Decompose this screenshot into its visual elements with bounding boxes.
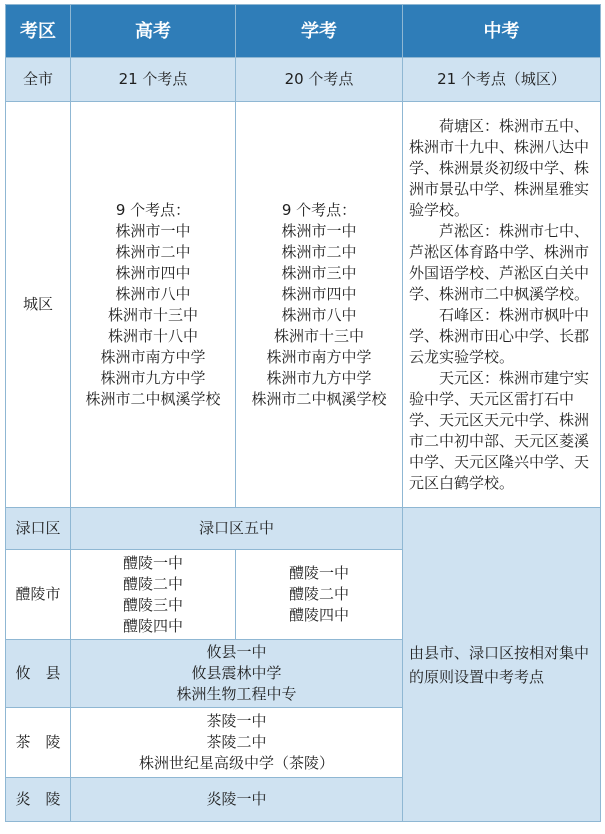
youxian-sites: [71, 640, 403, 708]
district-hetang: 荷塘区：株洲市五中、株洲市十九中、株洲八达中学、株洲景炎初级中学、株洲市景弘中学、株洲星雅实验学校。: [409, 116, 590, 219]
urban-gaokao: [71, 102, 236, 508]
yanling-site: 炎陵一中: [71, 778, 403, 822]
district-lusong: 芦淞区：株洲市七中、芦淞区体育路中学、株洲市外国语学校、芦淞区白关中学、株洲市二中枫溪学校。: [409, 221, 590, 303]
list-item: 株洲市九方中学: [266, 368, 372, 387]
row-urban: [6, 102, 601, 508]
row-label-yanling: 炎 陵: [6, 778, 71, 822]
header-area: 考区: [6, 5, 71, 58]
list-item: 株洲市四中: [281, 284, 357, 303]
row-label-youxian: 攸 县: [6, 640, 71, 708]
list-item: 株洲市十八中: [107, 326, 198, 345]
header-xuekao: 学考: [236, 5, 403, 58]
list-item: 株洲世纪星高级中学（茶陵）: [138, 754, 334, 772]
list-item: 醴陵四中: [122, 616, 183, 635]
list-item: 株洲市南方中学: [100, 347, 206, 366]
row-label-lukou: 渌口区: [6, 508, 71, 550]
city-gaokao: 21 个考点: [71, 58, 236, 102]
list-item: 醴陵二中: [122, 574, 183, 593]
list-item: 醴陵二中: [288, 585, 349, 603]
list-item: 株洲市八中: [281, 305, 357, 324]
lukou-site: 渌口区五中: [71, 508, 403, 550]
list-item: 株洲市二中: [115, 242, 191, 261]
header-row: [6, 5, 601, 58]
list-item: 株洲市二中枫溪学校: [251, 389, 387, 408]
list-item: 醴陵三中: [122, 595, 183, 614]
row-label-urban: 城区: [6, 102, 71, 508]
list-item: 株洲生物工程中专: [176, 685, 297, 703]
list-item: 株洲市九方中学: [100, 368, 206, 387]
row-label-chaling: 茶 陵: [6, 708, 71, 778]
urban-xuekao-title: 9 个考点：: [281, 200, 357, 219]
list-item: 株洲市南方中学: [266, 347, 372, 366]
header-zhongkao: 中考: [403, 5, 601, 58]
district-shifeng: 石峰区：株洲市枫叶中学、株洲市田心中学、长郡云龙实验学校。: [409, 305, 590, 366]
list-item: 株洲市二中: [281, 242, 357, 261]
list-item: 醴陵一中: [122, 553, 183, 572]
county-zhongkao-note: 由县市、渌口区按相对集中的原则设置中考考点: [403, 508, 601, 822]
row-lukou: [6, 508, 601, 550]
list-item: 株洲市一中: [281, 221, 357, 240]
chaling-sites: [71, 708, 403, 778]
row-label-liling: 醴陵市: [6, 550, 71, 640]
list-item: 茶陵一中: [206, 712, 267, 730]
list-item: 攸县一中: [206, 643, 267, 661]
district-tianyuan: 天元区：株洲市建宁实验中学、天元区雷打石中学、天元区天元中学、株洲市二中初中部、天元区菱溪中学、天元区隆兴中学、天元区白鹤学校。: [409, 368, 590, 492]
list-item: 株洲市三中: [281, 263, 357, 282]
urban-xuekao: [236, 102, 403, 508]
list-item: 株洲市八中: [115, 284, 191, 303]
liling-xuekao: [236, 550, 403, 640]
list-item: 茶陵二中: [206, 733, 267, 751]
list-item: 醴陵四中: [288, 606, 349, 624]
urban-gaokao-title: 9 个考点：: [115, 200, 191, 219]
city-zhongkao: 21 个考点（城区）: [403, 58, 601, 102]
row-label-city: 全市: [6, 58, 71, 102]
exam-sites-table: [5, 4, 601, 822]
urban-zhongkao: [403, 102, 601, 508]
header-gaokao: 高考: [71, 5, 236, 58]
city-xuekao: 20 个考点: [236, 58, 403, 102]
list-item: 株洲市十三中: [273, 326, 364, 345]
list-item: 醴陵一中: [288, 564, 349, 582]
liling-gaokao: [71, 550, 236, 640]
list-item: 株洲市四中: [115, 263, 191, 282]
list-item: 株洲市二中枫溪学校: [85, 389, 221, 408]
list-item: 攸县震林中学: [191, 664, 282, 682]
list-item: 株洲市一中: [115, 221, 191, 240]
row-city: [6, 58, 601, 102]
list-item: 株洲市十三中: [107, 305, 198, 324]
